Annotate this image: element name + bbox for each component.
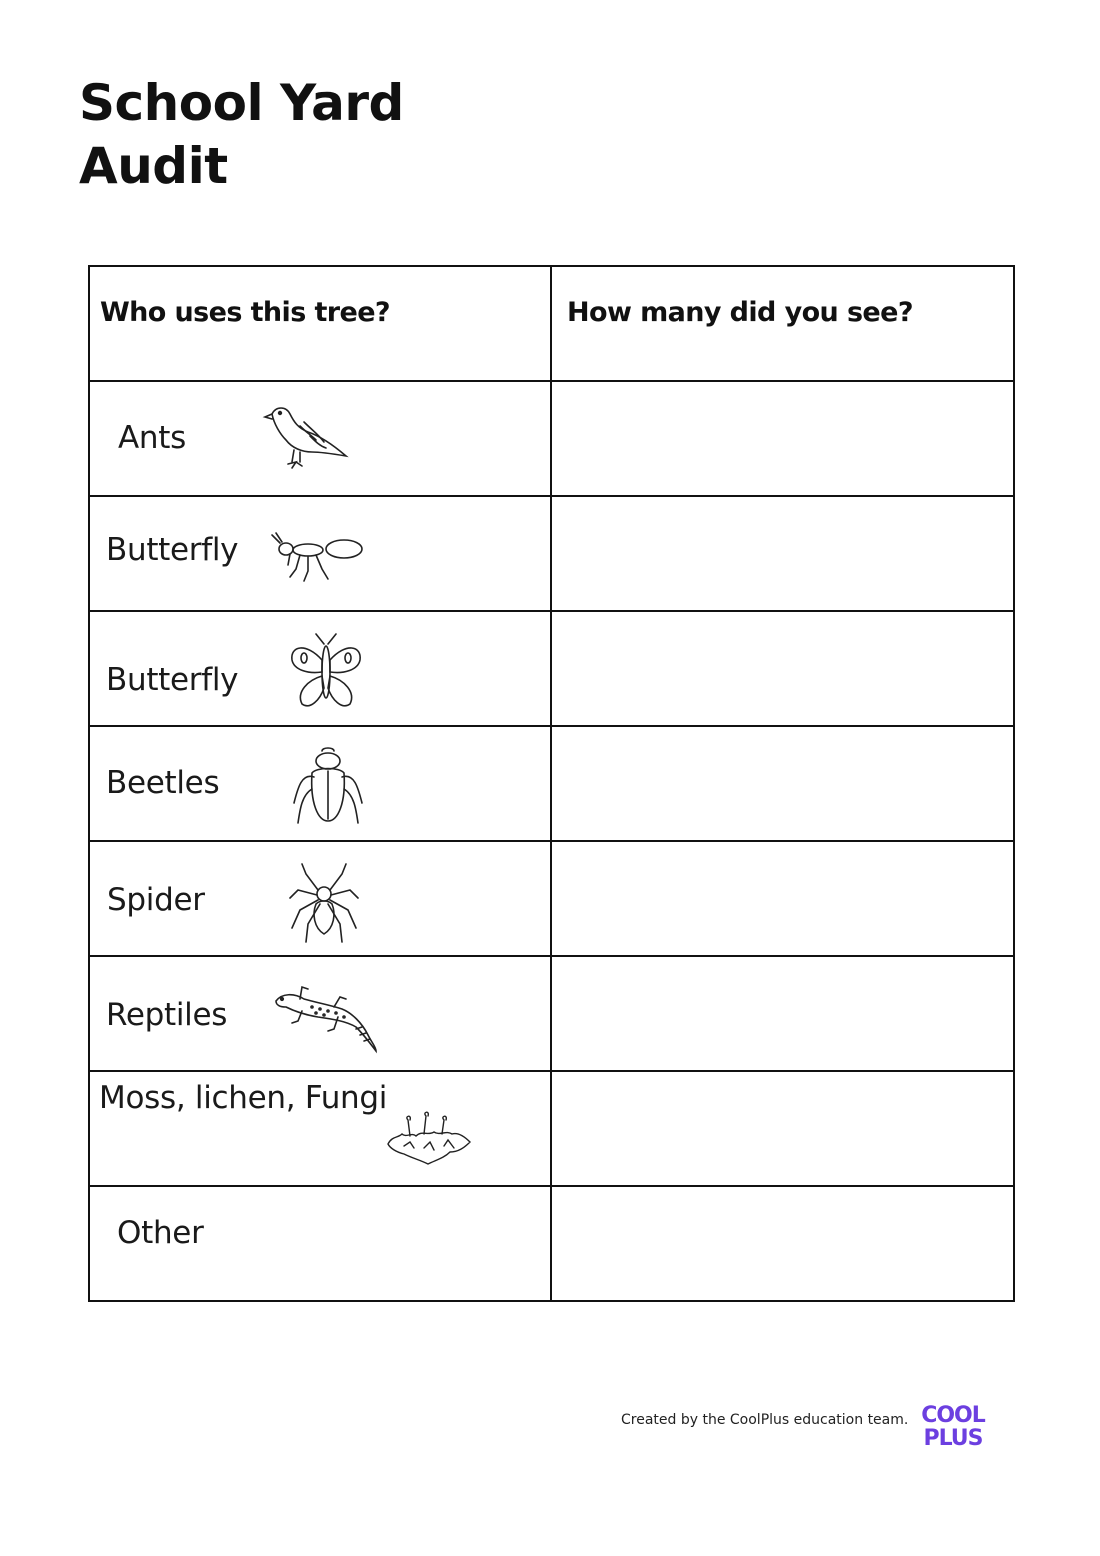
row-label: Moss, lichen, Fungi <box>99 1080 388 1116</box>
coolplus-logo <box>915 1401 991 1447</box>
table-row <box>89 496 1014 611</box>
count-cell[interactable] <box>551 496 1014 611</box>
header-cell-count <box>551 266 1014 381</box>
label-cell <box>89 381 551 496</box>
row-label: Reptiles <box>106 997 228 1033</box>
table-row <box>89 726 1014 841</box>
ant-icon <box>270 525 370 590</box>
count-cell[interactable] <box>551 611 1014 726</box>
table-row <box>89 611 1014 726</box>
row-label: Beetles <box>106 765 220 801</box>
table-row <box>89 956 1014 1071</box>
label-cell <box>89 1071 551 1186</box>
row-label: Butterfly <box>106 662 239 698</box>
label-cell <box>89 1186 551 1301</box>
label-cell <box>89 956 551 1071</box>
butterfly-icon <box>286 630 366 715</box>
count-cell[interactable] <box>551 1186 1014 1301</box>
count-cell[interactable] <box>551 1071 1014 1186</box>
audit-table <box>88 265 1015 1302</box>
label-cell <box>89 611 551 726</box>
count-cell[interactable] <box>551 726 1014 841</box>
header-who-label: Who uses this tree? <box>100 297 390 328</box>
beetle-icon <box>288 743 368 831</box>
logo-line-2: PLUS <box>923 1426 983 1447</box>
bird-icon <box>260 402 360 482</box>
title-line-2: Audit <box>79 137 228 195</box>
page-title <box>79 72 404 198</box>
logo-line-1: COOL <box>921 1403 985 1428</box>
lizard-icon <box>272 985 382 1055</box>
row-label: Other <box>117 1215 204 1251</box>
label-cell <box>89 726 551 841</box>
row-label: Butterfly <box>106 532 239 568</box>
count-cell[interactable] <box>551 381 1014 496</box>
label-cell <box>89 841 551 956</box>
count-cell[interactable] <box>551 841 1014 956</box>
header-cell-who <box>89 266 551 381</box>
moss-icon <box>384 1108 474 1168</box>
header-count-label: How many did you see? <box>567 297 913 328</box>
footer-credit: Created by the CoolPlus education team. <box>621 1412 909 1428</box>
table-row <box>89 1186 1014 1301</box>
title-line-1: School Yard <box>79 74 404 132</box>
row-label: Ants <box>118 420 186 456</box>
table-row <box>89 841 1014 956</box>
count-cell[interactable] <box>551 956 1014 1071</box>
table-header-row <box>89 266 1014 381</box>
table-row <box>89 1071 1014 1186</box>
table-row <box>89 381 1014 496</box>
label-cell <box>89 496 551 611</box>
spider-icon <box>288 862 360 947</box>
row-label: Spider <box>107 882 205 918</box>
